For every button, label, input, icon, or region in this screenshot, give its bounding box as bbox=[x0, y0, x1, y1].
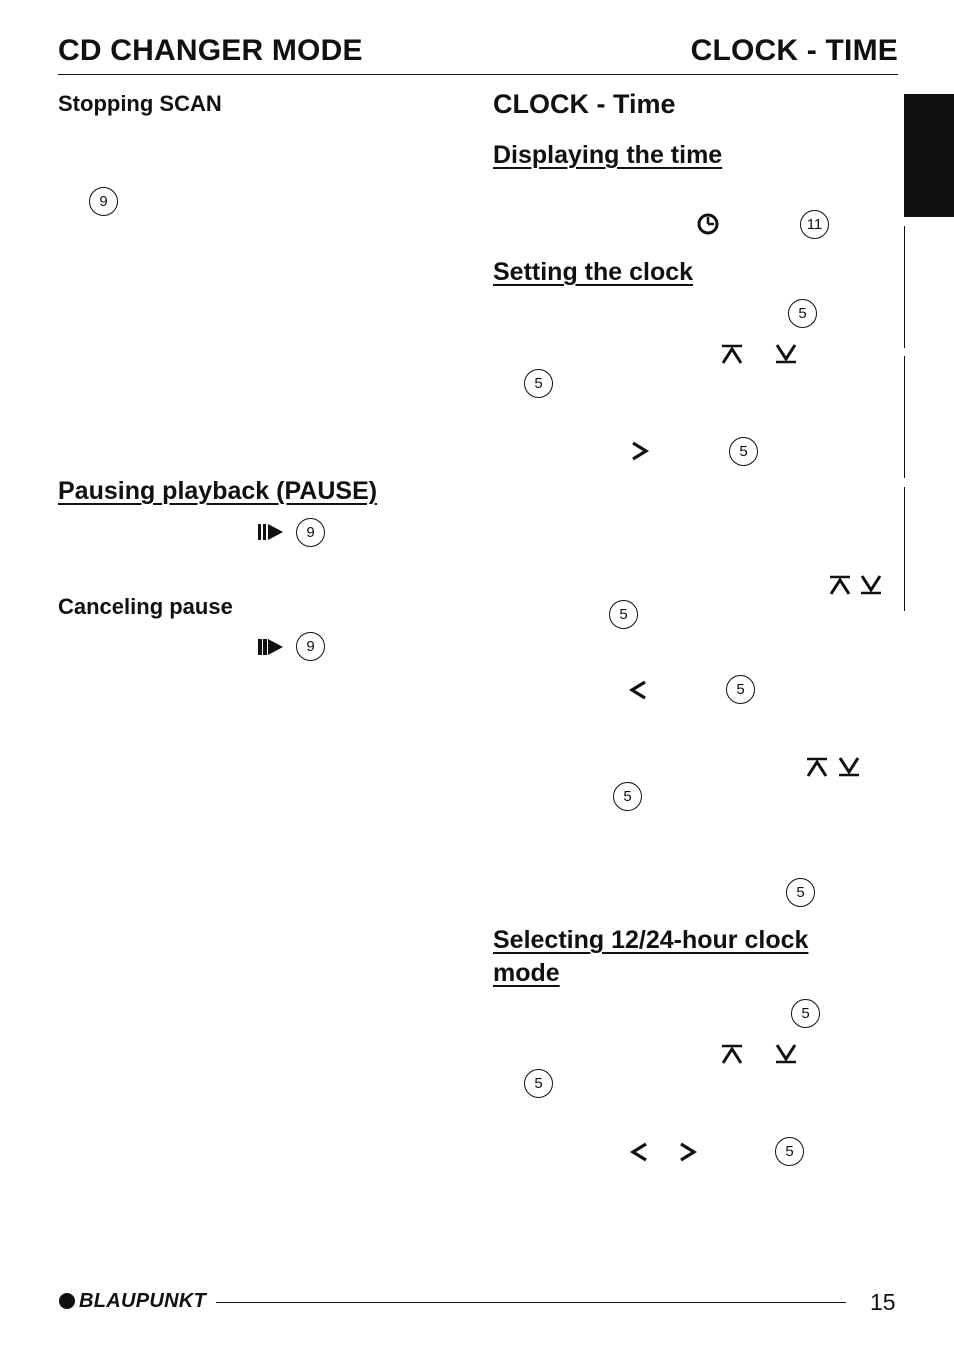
tab-divider-line bbox=[904, 487, 905, 611]
play-pause-icon bbox=[258, 522, 284, 547]
clock-icon bbox=[696, 212, 720, 241]
down-arrow-icon bbox=[837, 756, 861, 783]
up-arrow-icon bbox=[720, 343, 744, 370]
right-arrow-icon bbox=[630, 440, 650, 467]
selecting-clock-mode-heading-line2: mode bbox=[493, 959, 560, 987]
button-5-callout: 5 bbox=[775, 1137, 804, 1166]
button-11-callout: 11 bbox=[800, 210, 829, 239]
stopping-scan-heading: Stopping SCAN bbox=[58, 91, 222, 116]
down-arrow-icon bbox=[859, 574, 883, 601]
header-divider bbox=[58, 74, 898, 75]
displaying-time-heading: Displaying the time bbox=[493, 141, 723, 169]
tab-divider-line bbox=[904, 356, 905, 478]
setting-clock-heading: Setting the clock bbox=[493, 258, 694, 286]
button-5-callout: 5 bbox=[726, 675, 755, 704]
button-5-callout: 5 bbox=[729, 437, 758, 466]
clock-time-title: CLOCK - Time bbox=[493, 89, 676, 119]
canceling-pause-heading: Canceling pause bbox=[58, 594, 233, 619]
button-5-callout: 5 bbox=[609, 600, 638, 629]
button-5-callout: 5 bbox=[791, 999, 820, 1028]
button-9-callout: 9 bbox=[296, 518, 325, 547]
left-arrow-icon bbox=[628, 679, 648, 706]
button-9-callout: 9 bbox=[296, 632, 325, 661]
up-arrow-icon bbox=[720, 1043, 744, 1070]
footer-divider bbox=[216, 1302, 846, 1303]
play-pause-icon bbox=[258, 637, 284, 662]
selecting-clock-mode-heading-line1: Selecting 12/24-hour clock bbox=[493, 926, 809, 954]
down-arrow-icon bbox=[774, 1043, 798, 1070]
section-tab-marker bbox=[904, 94, 954, 217]
up-arrow-icon bbox=[828, 574, 852, 601]
brand-logo-dot-icon bbox=[58, 1292, 76, 1315]
button-9-callout: 9 bbox=[89, 187, 118, 216]
left-arrow-icon bbox=[629, 1141, 649, 1168]
tab-divider-line bbox=[904, 226, 905, 348]
button-5-callout: 5 bbox=[524, 369, 553, 398]
brand-logo: BLAUPUNKT bbox=[79, 1290, 207, 1312]
button-5-callout: 5 bbox=[613, 782, 642, 811]
header-right-title: CLOCK - TIME bbox=[690, 34, 898, 67]
page-number: 15 bbox=[870, 1289, 896, 1315]
up-arrow-icon bbox=[805, 756, 829, 783]
pausing-playback-heading: Pausing playback (PAUSE) bbox=[58, 477, 378, 505]
right-arrow-icon bbox=[678, 1141, 698, 1168]
button-5-callout: 5 bbox=[788, 299, 817, 328]
header-left-title: CD CHANGER MODE bbox=[58, 34, 363, 67]
button-5-callout: 5 bbox=[786, 878, 815, 907]
down-arrow-icon bbox=[774, 343, 798, 370]
button-5-callout: 5 bbox=[524, 1069, 553, 1098]
